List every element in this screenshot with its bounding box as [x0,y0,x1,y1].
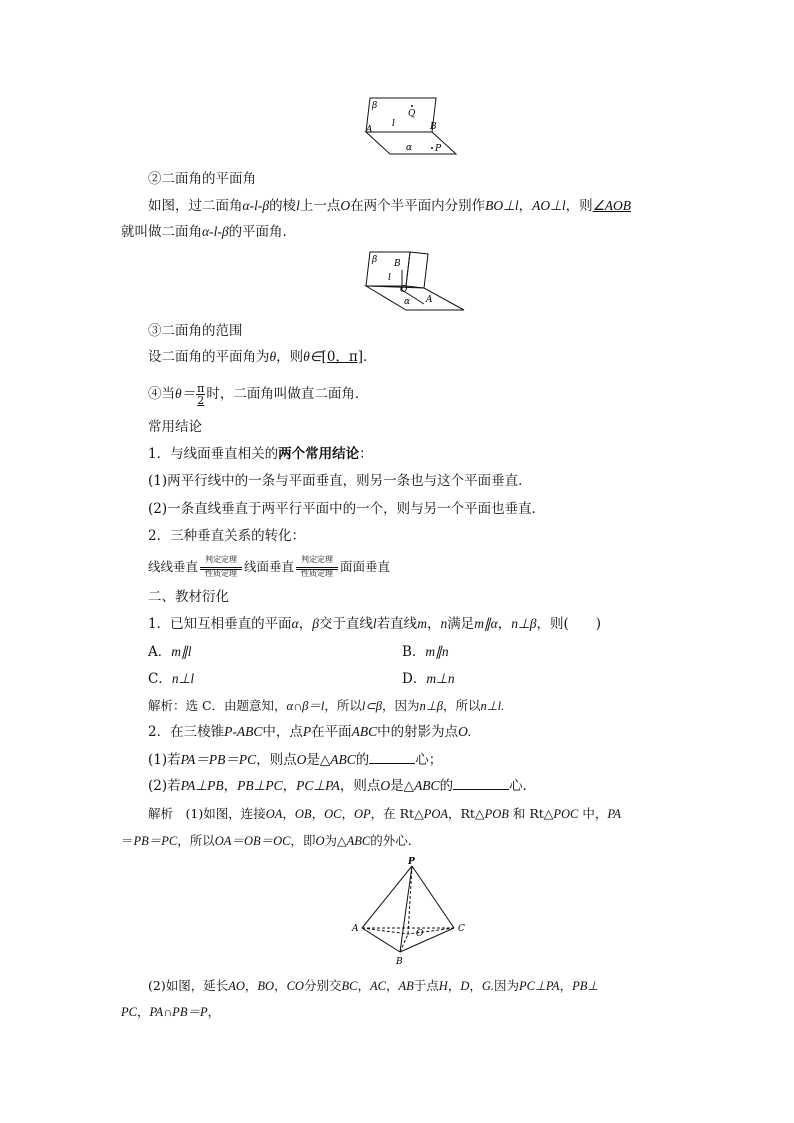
conclusion-1-item-1: (1)两平行线中的一条与平面垂直，则另一条也与这个平面垂直． [148,473,532,489]
svg-text:B: B [430,122,437,132]
svg-text:β: β [372,101,378,111]
option-d: D．m⊥n [402,671,455,687]
solution-1: 解析：选 C．由题意知，α∩β＝l，所以l⊂β，因为n⊥β，所以n⊥l. [148,698,505,713]
paragraph-right-dihedral: ④当θ＝ $\frac{\pi}{2}$ 时，二面角叫做直二面角． [148,382,369,407]
svg-text:A: A [426,295,433,305]
svg-text:O: O [400,285,408,295]
section-title-range: ③二面角的范围 [148,323,243,339]
answer-blank-1[interactable] [369,751,415,764]
answer-blank-2[interactable] [453,777,509,790]
svg-text:α: α [404,297,411,307]
question-2: 2．在三棱锥P-ABC中，点P在平面ABC中的射影为点O. [148,724,472,740]
question-2-part-2: (2)若PA⊥PB，PB⊥PC，PC⊥PA，则点O是△ABC的 心． [148,778,537,794]
perpendicular-conversion-chain: 线线垂直 判定定理 性质定理 线面垂直 判定定理 性质定理 面面垂直 [148,554,391,578]
solution-3-line-2: PC，PA∩PB＝P， [121,1004,221,1019]
figure-plane-angle [362,250,468,312]
question-2-part-1: (1)若PA＝PB＝PC，则点O是△ABC的 心； [148,752,443,768]
svg-text:l: l [388,273,391,283]
section-title-plane-angle: ②二面角的平面角 [148,171,256,187]
conclusion-1-title: 1．与线面垂直相关的两个常用结论： [148,446,373,462]
option-a: A．m∥l [148,644,192,660]
svg-text:C: C [458,924,465,934]
section-textbook-derivation: 二、教材衍化 [148,589,229,605]
arrow-forward-backward-2: 判定定理 性质定理 [294,559,340,577]
svg-text:P: P [408,857,415,867]
svg-text:β: β [372,255,378,265]
svg-text:A: A [366,125,373,135]
paragraph-plane-angle-def: 如图，过二面角α-l-β的棱l上一点O在两个半平面内分别作BO⊥l，AO⊥l，则∠AOB [148,198,631,214]
option-b: B．m∥n [402,644,449,660]
conclusion-1-item-2: (2)一条直线垂直于两平行平面中的一个，则与另一个平面也垂直． [148,501,546,517]
svg-text:α: α [406,143,413,153]
fraction-pi-over-2: $\frac{\pi}{2}$ [197,382,205,407]
solution-2-line-1: 解析 (1)如图，连接OA，OB，OC，OP，在 Rt△POA，Rt△POB 和 Rt△POC 中，PA [148,806,622,821]
question-1: 1．已知互相垂直的平面α，β交于直线l若直线m，n满足m∥α，n⊥β，则( ) [148,616,602,632]
svg-text:B: B [396,957,403,967]
svg-text:O: O [416,929,424,939]
svg-text:B: B [394,259,401,269]
conclusion-2-title: 2．三种垂直关系的转化： [148,528,306,544]
figure-dihedral-angle [360,94,460,158]
paragraph-plane-angle-def-cont: 就叫做二面角α-l-β的平面角． [121,224,297,240]
svg-text:l: l [392,119,395,129]
heading-common-conclusions: 常用结论 [148,419,202,435]
svg-text:A: A [352,924,359,934]
figure-tetrahedron [350,856,472,968]
arrow-forward-backward: 判定定理 性质定理 [198,559,244,577]
svg-text:P: P [435,144,442,154]
svg-text:Q: Q [408,109,416,119]
option-c: C．n⊥l [148,671,195,687]
solution-2-line-2: ＝PB＝PC，所以OA＝OB＝OC，即O为△ABC的外心． [121,833,421,848]
solution-3-line-1: (2)如图，延长AO，BO，CO分别交BC，AC，AB于点H，D，G.因为PC⊥PA，PB⊥ [148,978,599,993]
paragraph-range: 设二面角的平面角为θ，则θ∈[0，π]． [148,349,377,365]
